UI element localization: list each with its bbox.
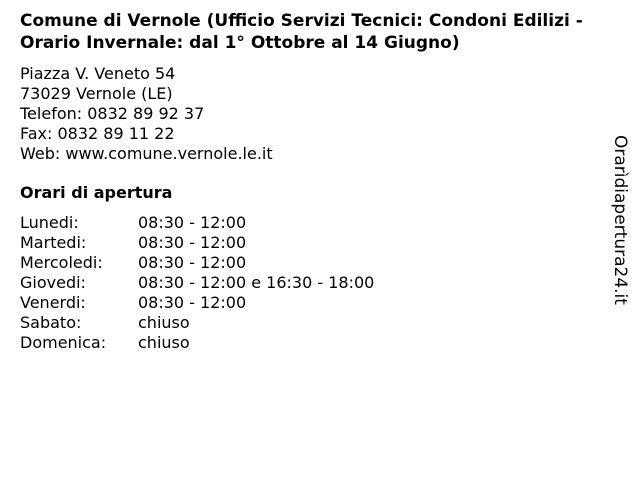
hours-row-sunday [20,333,374,353]
hours-row-tuesday [20,233,374,253]
day-hours: 08:30 - 12:00 [138,293,247,312]
opening-hours-table [20,213,374,353]
brand-label: Orarìdiapertura24.it [610,135,630,305]
day-hours: chiuso [138,313,190,332]
day-label: Domenica: [20,333,107,352]
phone-number[interactable]: Telefon: 0832 89 92 37 [20,104,205,123]
day-hours: 08:30 - 12:00 [138,213,247,232]
day-hours: 08:30 - 12:00 [138,253,247,272]
day-label: Sabato: [20,313,82,332]
fax-number: Fax: 0832 89 11 22 [20,124,175,143]
day-label: Giovedi: [20,273,86,292]
brand-watermark [610,135,630,310]
day-label: Mercoledi: [20,253,103,272]
address-block [20,64,273,164]
day-hours: 08:30 - 12:00 [138,233,247,252]
day-label: Lunedi: [20,213,79,232]
hours-row-saturday [20,313,374,333]
day-label: Venerdi: [20,293,86,312]
page-title: Comune di Vernole (Ufficio Servizi Tecnici: Condoni Edilizi - Orario Invernale: dal 1° Ottobre al 14 Giugno) [20,11,583,53]
day-label: Martedi: [20,233,87,252]
hours-row-friday [20,293,374,313]
hours-row-monday [20,213,374,233]
hours-row-wednesday [20,253,374,273]
opening-hours-heading: Orari di apertura [20,183,173,202]
hours-row-thursday [20,273,374,293]
day-hours: chiuso [138,333,190,352]
website-link[interactable]: Web: www.comune.vernole.le.it [20,144,273,163]
address-city: 73029 Vernole (LE) [20,84,173,103]
day-hours: 08:30 - 12:00 e 16:30 - 18:00 [138,273,375,292]
address-street: Piazza V. Veneto 54 [20,64,176,83]
